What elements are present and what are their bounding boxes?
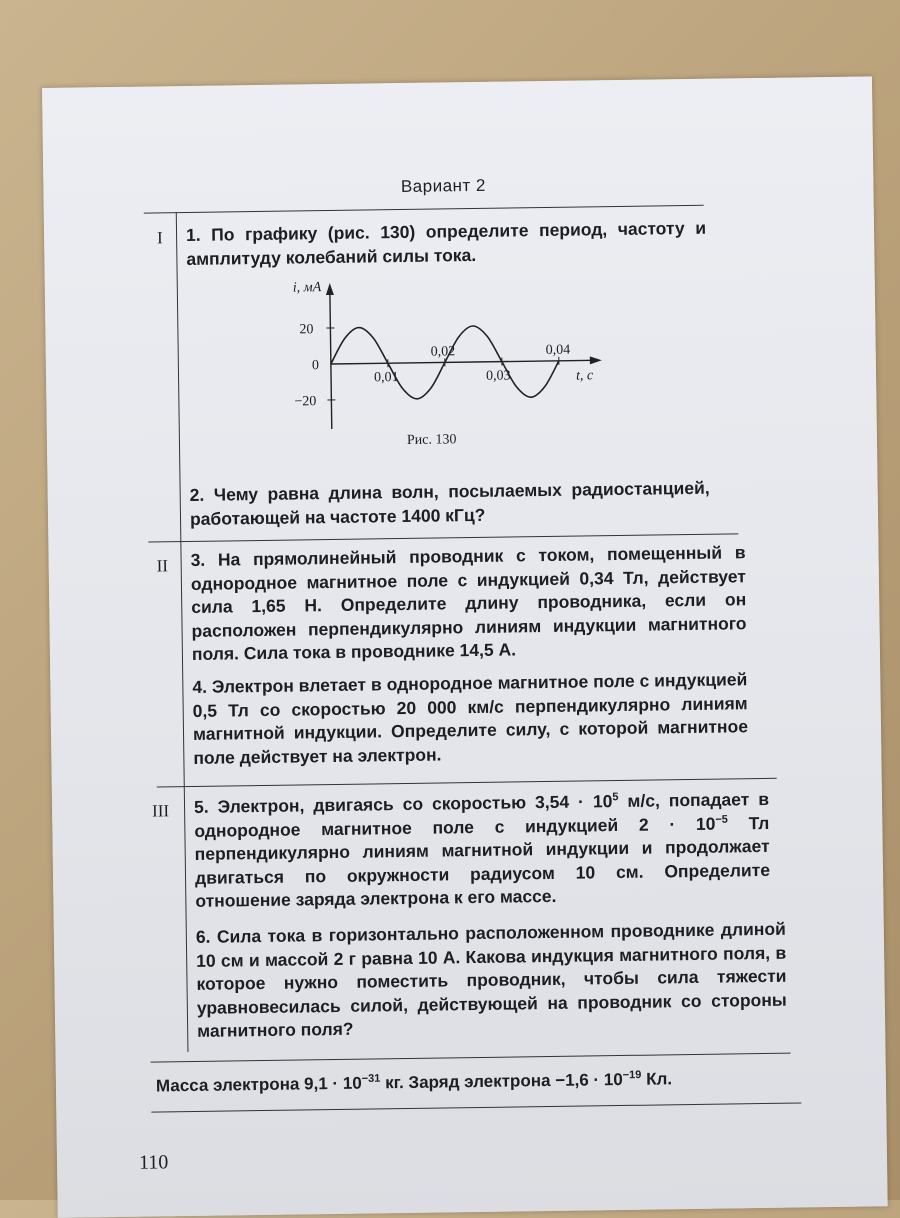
x-tick-label-0-01: 0,01: [374, 370, 399, 385]
x-axis-label: t, с: [576, 368, 594, 383]
variant-title: Вариант 2: [363, 175, 523, 197]
y-axis: [330, 291, 332, 429]
task-1: 1. По графику (рис. 130) определите период, частоту и амплитуду колебаний силы тока.: [186, 217, 707, 271]
footer-text-b: кг. Заряд электрона −1,6 · 10: [380, 1070, 623, 1092]
task-6: 6. Сила тока в горизонтально расположенном проводнике длиной 10 см и массой 2 г равна 10 А. Какова индукция магнитного поля, в которое нужно поместить проводник, чтобы сила тяжести уравновесилась силой, действующей на проводник со стороны магнитного поля?: [196, 918, 788, 1044]
current-curve: [330, 325, 559, 400]
section-number-2: II: [157, 556, 169, 576]
section-3-bottom-rule: [151, 1053, 791, 1063]
task-5-exp-b: −5: [715, 813, 728, 825]
figure-caption: Рис. 130: [407, 432, 457, 449]
footer-text-c: Кл.: [641, 1069, 672, 1088]
x-axis: [331, 360, 594, 364]
task-5-exp-a: 5: [612, 791, 618, 803]
section-number-1: I: [157, 228, 163, 248]
section-number-3: III: [152, 801, 169, 821]
task-5-text-c: Тл перпендикулярно линиям магнитной индукции и продолжает двигаться по окружности радиусом 10 см. Определите отношение заряда электрона к его массе.: [195, 812, 771, 911]
table-top-rule: [144, 205, 704, 214]
task-3: 3. На прямолинейный проводник с током, помещенный в однородное магнитное поле с индукцией 0,34 Тл, действует сила 1,65 Н. Определите длину проводника, если он расположен перпендикулярно линиям индукции магнитного поля. Сила тока в проводнике 14,5 А.: [190, 541, 747, 666]
task-4: 4. Электрон влетает в однородное магнитное поле с индукцией 0,5 Тл со скоростью 20 000 км/с перпендикулярно линиям магнитной индукции. Определите силу, с которой магнитное поле действует на электрон.: [192, 668, 748, 770]
section-1-bottom-rule: [148, 533, 738, 542]
y-axis-arrow: [326, 283, 334, 295]
task-5-text-a: 5. Электрон, двигаясь со скоростью 3,54 · 10: [194, 791, 613, 817]
y-axis-label: i, мА: [293, 280, 322, 295]
figure-130-graph: [275, 275, 607, 440]
section-divider-line: [176, 212, 189, 1052]
page-number: 110: [139, 1151, 169, 1174]
worksheet-page: [42, 76, 888, 1217]
task-5-text-b: м/с, попадает в однородное магнитное поле с индукцией 2 · 10: [194, 789, 769, 841]
electron-constants-note: [156, 1067, 806, 1096]
x-tick-label-0-04: 0,04: [546, 343, 571, 358]
x-axis-arrow: [590, 356, 602, 364]
section-2-bottom-rule: [157, 778, 777, 788]
y-tick-label-20: 20: [299, 322, 313, 337]
footer-bottom-rule: [151, 1102, 801, 1112]
footer-text-a: Масса электрона 9,1 · 10: [156, 1074, 362, 1096]
footer-exp-a: −31: [362, 1073, 381, 1085]
task-5: [194, 788, 771, 914]
task-2: 2. Чему равна длина волн, посылаемых радиостанцией, работающей на частоте 1400 кГц?: [190, 477, 711, 531]
x-tick-label-0-03: 0,03: [486, 368, 511, 383]
y-tick-label-neg20: −20: [294, 394, 316, 409]
y-tick-label-0: 0: [312, 358, 319, 373]
footer-exp-b: −19: [623, 1069, 642, 1081]
x-tick-label-0-02: 0,02: [431, 344, 456, 359]
